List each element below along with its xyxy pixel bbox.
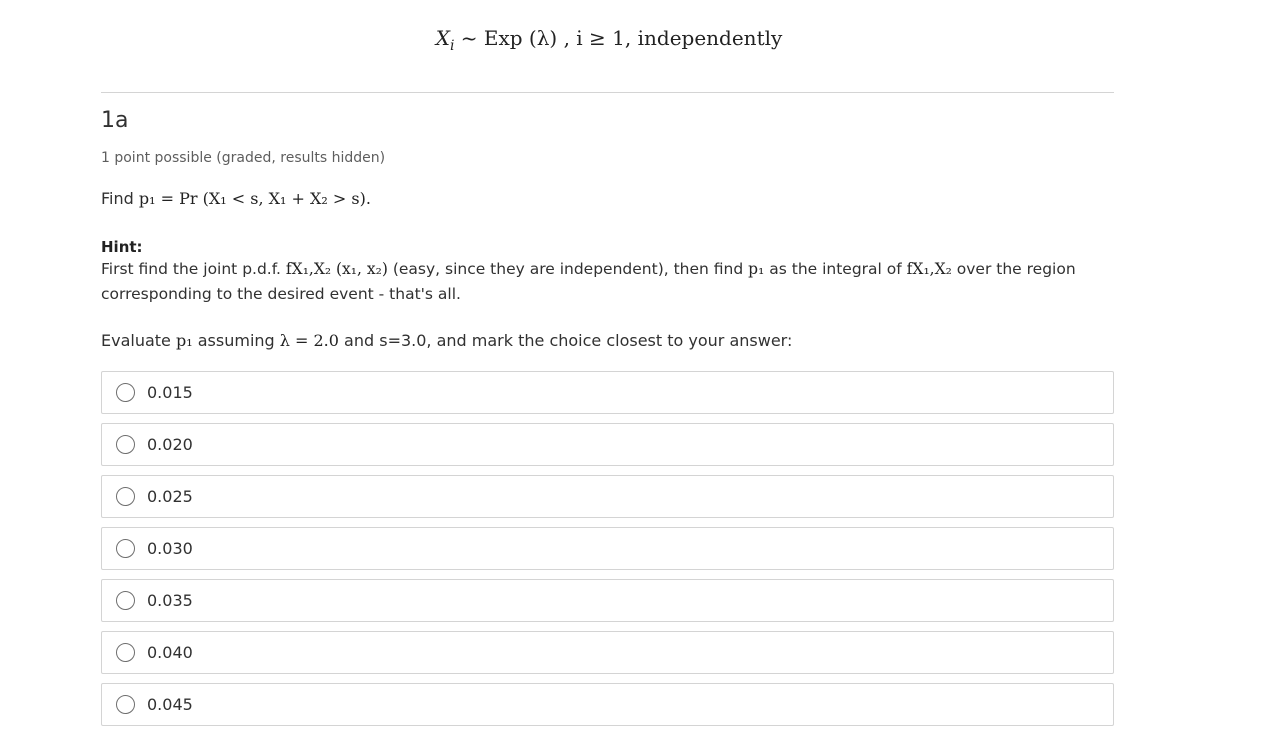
choice-label: 0.035 [147,591,193,610]
radio-button[interactable] [116,695,135,714]
choice-label: 0.020 [147,435,193,454]
radio-button[interactable] [116,435,135,454]
radio-button[interactable] [116,591,135,610]
choice-label: 0.015 [147,383,193,402]
points-info: 1 point possible (graded, results hidden) [101,150,386,166]
distribution-formula: $X_i$ ~ Exp (λ) , i ≥ 1, independently [435,26,783,54]
hint-label: Hint: [101,238,143,256]
choice-option[interactable] [101,631,1114,674]
choice-label: 0.045 [147,695,193,714]
radio-button[interactable] [116,487,135,506]
choice-option[interactable] [101,475,1114,518]
prompt-formula: p₁ = Pr (X₁ < s, X₁ + X₂ > s). [138,189,371,208]
choice-label: 0.040 [147,643,193,662]
choice-option[interactable] [101,423,1114,466]
radio-button[interactable] [116,383,135,402]
choice-option[interactable] [101,527,1114,570]
radio-button[interactable] [116,643,135,662]
choice-option[interactable] [101,579,1114,622]
answer-choices [101,371,1114,735]
problem-prompt: Find p₁ = Pr (X₁ < s, X₁ + X₂ > s). [101,189,371,208]
choice-option[interactable] [101,683,1114,726]
hint-text: First find the joint p.d.f. fX₁,X₂ (x₁, x₂) (easy, since they are independent), then find p₁ as the integral of fX₁,X₂ over the region corresponding to the desired event - that's all. [101,260,1076,303]
choice-option[interactable] [101,371,1114,414]
choice-label: 0.025 [147,487,193,506]
radio-button[interactable] [116,539,135,558]
section-divider [101,92,1114,93]
problem-title: 1a [101,108,129,133]
evaluate-instruction: Evaluate p₁ assuming λ = 2.0 and s=3.0, and mark the choice closest to your answer: [101,331,793,350]
choice-label: 0.030 [147,539,193,558]
